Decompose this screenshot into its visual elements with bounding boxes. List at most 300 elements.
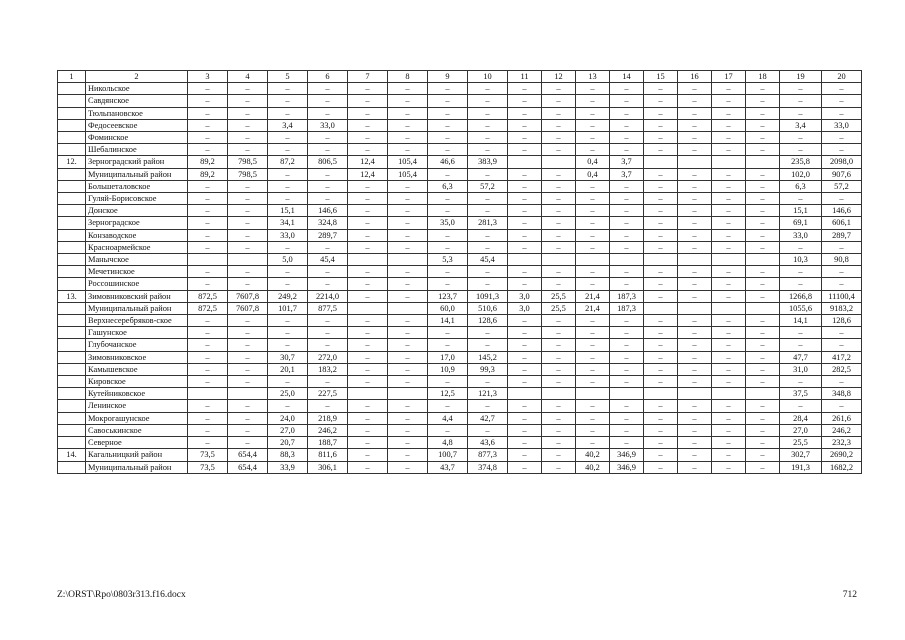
- value-cell: –: [308, 180, 348, 192]
- value-cell: –: [542, 315, 576, 327]
- value-cell: [678, 388, 712, 400]
- value-cell: –: [508, 400, 542, 412]
- value-cell: –: [188, 278, 228, 290]
- value-cell: –: [388, 95, 428, 107]
- value-cell: –: [576, 107, 610, 119]
- value-cell: 90,8: [822, 254, 862, 266]
- value-cell: 6,3: [428, 180, 468, 192]
- value-cell: –: [542, 437, 576, 449]
- value-cell: –: [468, 132, 508, 144]
- value-cell: 302,7: [780, 449, 822, 461]
- value-cell: –: [678, 144, 712, 156]
- table-row: [58, 132, 862, 144]
- value-cell: –: [610, 205, 644, 217]
- value-cell: 606,1: [822, 217, 862, 229]
- value-cell: –: [822, 278, 862, 290]
- value-cell: [188, 254, 228, 266]
- value-cell: –: [644, 205, 678, 217]
- value-cell: –: [228, 278, 268, 290]
- value-cell: –: [644, 241, 678, 253]
- value-cell: –: [610, 363, 644, 375]
- value-cell: –: [644, 180, 678, 192]
- value-cell: 306,1: [308, 461, 348, 473]
- value-cell: 811,6: [308, 449, 348, 461]
- value-cell: –: [576, 412, 610, 424]
- value-cell: [188, 388, 228, 400]
- value-cell: –: [678, 241, 712, 253]
- value-cell: –: [508, 193, 542, 205]
- value-cell: 1091,3: [468, 290, 508, 302]
- value-cell: 12,5: [428, 388, 468, 400]
- value-cell: –: [508, 351, 542, 363]
- value-cell: –: [576, 339, 610, 351]
- value-cell: –: [428, 95, 468, 107]
- settlement-name-cell: Тюльпановское: [86, 107, 188, 119]
- value-cell: –: [388, 351, 428, 363]
- value-cell: –: [508, 217, 542, 229]
- value-cell: –: [268, 180, 308, 192]
- value-cell: –: [712, 315, 746, 327]
- value-cell: –: [746, 437, 780, 449]
- value-cell: –: [542, 205, 576, 217]
- row-number-cell: [58, 217, 86, 229]
- value-cell: –: [348, 437, 388, 449]
- settlement-name-cell: Зерноградское: [86, 217, 188, 229]
- row-number-cell: [58, 254, 86, 266]
- table-row: [58, 193, 862, 205]
- settlement-name-cell: Зимовниковский район: [86, 290, 188, 302]
- value-cell: –: [508, 461, 542, 473]
- value-cell: –: [610, 193, 644, 205]
- settlement-name-cell: Кагальницкий район: [86, 449, 188, 461]
- value-cell: –: [348, 266, 388, 278]
- column-number-header: 11: [508, 71, 542, 83]
- value-cell: –: [388, 229, 428, 241]
- value-cell: 25,5: [780, 437, 822, 449]
- value-cell: –: [542, 400, 576, 412]
- value-cell: 3,4: [780, 119, 822, 131]
- value-cell: –: [678, 266, 712, 278]
- value-cell: –: [468, 205, 508, 217]
- value-cell: 128,6: [468, 315, 508, 327]
- value-cell: –: [188, 327, 228, 339]
- value-cell: –: [508, 205, 542, 217]
- value-cell: –: [428, 400, 468, 412]
- value-cell: 3,0: [508, 290, 542, 302]
- value-cell: 14,1: [428, 315, 468, 327]
- value-cell: –: [678, 278, 712, 290]
- value-cell: –: [542, 95, 576, 107]
- value-cell: –: [780, 107, 822, 119]
- column-number-header: 17: [712, 71, 746, 83]
- value-cell: [644, 388, 678, 400]
- value-cell: 25,5: [542, 302, 576, 314]
- value-cell: –: [780, 132, 822, 144]
- value-cell: –: [542, 107, 576, 119]
- value-cell: –: [610, 437, 644, 449]
- value-cell: –: [348, 400, 388, 412]
- value-cell: 7607,8: [228, 302, 268, 314]
- value-cell: –: [508, 132, 542, 144]
- value-cell: 73,5: [188, 449, 228, 461]
- value-cell: –: [644, 376, 678, 388]
- row-number-cell: 12.: [58, 156, 86, 168]
- value-cell: 46,6: [428, 156, 468, 168]
- value-cell: –: [228, 351, 268, 363]
- value-cell: 45,4: [308, 254, 348, 266]
- value-cell: –: [542, 229, 576, 241]
- value-cell: –: [780, 241, 822, 253]
- value-cell: 2690,2: [822, 449, 862, 461]
- value-cell: –: [228, 424, 268, 436]
- value-cell: –: [780, 193, 822, 205]
- value-cell: –: [822, 144, 862, 156]
- value-cell: –: [542, 461, 576, 473]
- table-row: [58, 229, 862, 241]
- table-row: [58, 144, 862, 156]
- value-cell: 348,8: [822, 388, 862, 400]
- value-cell: [746, 302, 780, 314]
- value-cell: –: [542, 351, 576, 363]
- value-cell: –: [780, 266, 822, 278]
- value-cell: –: [388, 412, 428, 424]
- value-cell: –: [610, 180, 644, 192]
- value-cell: 2098,0: [822, 156, 862, 168]
- value-cell: –: [348, 229, 388, 241]
- settlement-name-cell: Глубочанское: [86, 339, 188, 351]
- value-cell: –: [746, 412, 780, 424]
- value-cell: –: [746, 278, 780, 290]
- value-cell: –: [468, 193, 508, 205]
- row-number-cell: [58, 400, 86, 412]
- value-cell: –: [576, 83, 610, 95]
- value-cell: –: [188, 132, 228, 144]
- value-cell: –: [678, 461, 712, 473]
- value-cell: –: [712, 107, 746, 119]
- column-number-header: 18: [746, 71, 780, 83]
- value-cell: –: [468, 339, 508, 351]
- value-cell: [644, 254, 678, 266]
- value-cell: –: [746, 168, 780, 180]
- value-cell: –: [576, 95, 610, 107]
- value-cell: –: [508, 339, 542, 351]
- value-cell: –: [712, 327, 746, 339]
- value-cell: –: [268, 168, 308, 180]
- value-cell: –: [542, 168, 576, 180]
- value-cell: –: [644, 217, 678, 229]
- table-row: [58, 424, 862, 436]
- table-row: [58, 95, 862, 107]
- table-header-row: [58, 71, 862, 83]
- value-cell: 121,3: [468, 388, 508, 400]
- value-cell: –: [388, 449, 428, 461]
- value-cell: –: [678, 132, 712, 144]
- settlement-name-cell: Манычское: [86, 254, 188, 266]
- value-cell: –: [308, 266, 348, 278]
- value-cell: –: [388, 437, 428, 449]
- settlement-name-cell: Кировское: [86, 376, 188, 388]
- value-cell: –: [542, 327, 576, 339]
- value-cell: –: [428, 424, 468, 436]
- value-cell: –: [268, 241, 308, 253]
- value-cell: –: [610, 144, 644, 156]
- value-cell: –: [610, 229, 644, 241]
- table-row: [58, 400, 862, 412]
- value-cell: –: [576, 241, 610, 253]
- value-cell: [610, 388, 644, 400]
- value-cell: –: [188, 351, 228, 363]
- value-cell: –: [576, 400, 610, 412]
- row-number-cell: [58, 95, 86, 107]
- value-cell: 25,0: [268, 388, 308, 400]
- value-cell: –: [542, 83, 576, 95]
- value-cell: –: [822, 339, 862, 351]
- value-cell: 89,2: [188, 156, 228, 168]
- value-cell: –: [712, 351, 746, 363]
- value-cell: –: [822, 241, 862, 253]
- value-cell: 806,5: [308, 156, 348, 168]
- value-cell: –: [576, 193, 610, 205]
- value-cell: [712, 156, 746, 168]
- row-number-cell: 13.: [58, 290, 86, 302]
- table-row: [58, 327, 862, 339]
- value-cell: –: [188, 424, 228, 436]
- row-number-cell: [58, 168, 86, 180]
- value-cell: –: [228, 437, 268, 449]
- value-cell: –: [268, 132, 308, 144]
- value-cell: 1055,6: [780, 302, 822, 314]
- value-cell: –: [428, 193, 468, 205]
- value-cell: [508, 156, 542, 168]
- value-cell: –: [348, 278, 388, 290]
- value-cell: –: [388, 290, 428, 302]
- value-cell: –: [348, 217, 388, 229]
- value-cell: –: [712, 241, 746, 253]
- value-cell: –: [348, 424, 388, 436]
- column-number-header: 14: [610, 71, 644, 83]
- value-cell: –: [678, 193, 712, 205]
- value-cell: –: [508, 119, 542, 131]
- value-cell: [576, 388, 610, 400]
- row-number-cell: [58, 266, 86, 278]
- column-number-header: 13: [576, 71, 610, 83]
- value-cell: –: [542, 363, 576, 375]
- value-cell: –: [308, 95, 348, 107]
- value-cell: –: [712, 229, 746, 241]
- table-row: [58, 168, 862, 180]
- value-cell: –: [576, 363, 610, 375]
- value-cell: –: [228, 95, 268, 107]
- value-cell: [746, 388, 780, 400]
- value-cell: –: [542, 376, 576, 388]
- value-cell: –: [508, 412, 542, 424]
- value-cell: –: [388, 193, 428, 205]
- value-cell: –: [678, 327, 712, 339]
- value-cell: –: [268, 327, 308, 339]
- table-row: [58, 266, 862, 278]
- value-cell: 187,3: [610, 302, 644, 314]
- settlement-name-cell: Савоськинское: [86, 424, 188, 436]
- value-cell: 383,9: [468, 156, 508, 168]
- value-cell: –: [388, 376, 428, 388]
- value-cell: –: [746, 315, 780, 327]
- value-cell: –: [508, 107, 542, 119]
- value-cell: 31,0: [780, 363, 822, 375]
- value-cell: –: [468, 229, 508, 241]
- value-cell: 246,2: [308, 424, 348, 436]
- value-cell: 99,3: [468, 363, 508, 375]
- value-cell: –: [678, 95, 712, 107]
- value-cell: 7607,8: [228, 290, 268, 302]
- value-cell: –: [644, 144, 678, 156]
- value-cell: 187,3: [610, 290, 644, 302]
- value-cell: –: [610, 217, 644, 229]
- value-cell: 654,4: [228, 449, 268, 461]
- settlement-name-cell: Ленинское: [86, 400, 188, 412]
- value-cell: –: [746, 339, 780, 351]
- value-cell: 15,1: [780, 205, 822, 217]
- settlement-name-cell: Донское: [86, 205, 188, 217]
- value-cell: [348, 254, 388, 266]
- value-cell: –: [388, 315, 428, 327]
- value-cell: 0,4: [576, 168, 610, 180]
- value-cell: –: [576, 351, 610, 363]
- row-number-cell: [58, 412, 86, 424]
- value-cell: –: [678, 449, 712, 461]
- row-number-cell: [58, 229, 86, 241]
- value-cell: –: [188, 400, 228, 412]
- value-cell: –: [746, 290, 780, 302]
- value-cell: 27,0: [268, 424, 308, 436]
- value-cell: –: [576, 205, 610, 217]
- value-cell: –: [188, 217, 228, 229]
- value-cell: –: [746, 132, 780, 144]
- settlement-name-cell: Муниципальный район: [86, 461, 188, 473]
- value-cell: –: [508, 229, 542, 241]
- value-cell: –: [228, 241, 268, 253]
- value-cell: –: [576, 266, 610, 278]
- value-cell: –: [746, 119, 780, 131]
- value-cell: 20,7: [268, 437, 308, 449]
- value-cell: –: [644, 363, 678, 375]
- value-cell: –: [576, 327, 610, 339]
- value-cell: –: [712, 83, 746, 95]
- value-cell: 17,0: [428, 351, 468, 363]
- value-cell: –: [576, 376, 610, 388]
- row-number-cell: [58, 107, 86, 119]
- value-cell: 2214,0: [308, 290, 348, 302]
- table-row: [58, 217, 862, 229]
- value-cell: [678, 156, 712, 168]
- value-cell: –: [388, 144, 428, 156]
- value-cell: –: [542, 449, 576, 461]
- column-number-header: 7: [348, 71, 388, 83]
- settlement-name-cell: Зерноградский район: [86, 156, 188, 168]
- value-cell: –: [308, 168, 348, 180]
- value-cell: –: [678, 376, 712, 388]
- value-cell: 346,9: [610, 449, 644, 461]
- table-row: [58, 83, 862, 95]
- value-cell: 249,2: [268, 290, 308, 302]
- value-cell: –: [644, 266, 678, 278]
- value-cell: 235,8: [780, 156, 822, 168]
- value-cell: –: [348, 339, 388, 351]
- value-cell: 5,0: [268, 254, 308, 266]
- value-cell: 872,5: [188, 302, 228, 314]
- value-cell: –: [188, 95, 228, 107]
- value-cell: –: [428, 205, 468, 217]
- value-cell: –: [746, 144, 780, 156]
- value-cell: –: [746, 107, 780, 119]
- value-cell: –: [712, 424, 746, 436]
- value-cell: 57,2: [822, 180, 862, 192]
- value-cell: –: [268, 400, 308, 412]
- row-number-cell: [58, 83, 86, 95]
- value-cell: –: [678, 424, 712, 436]
- value-cell: –: [610, 241, 644, 253]
- value-cell: –: [348, 363, 388, 375]
- value-cell: –: [428, 327, 468, 339]
- value-cell: –: [388, 278, 428, 290]
- value-cell: –: [308, 193, 348, 205]
- value-cell: –: [228, 315, 268, 327]
- value-cell: –: [508, 144, 542, 156]
- row-number-cell: [58, 180, 86, 192]
- value-cell: 374,8: [468, 461, 508, 473]
- value-cell: –: [268, 83, 308, 95]
- value-cell: –: [228, 327, 268, 339]
- value-cell: –: [746, 461, 780, 473]
- data-table: [57, 70, 862, 474]
- value-cell: –: [508, 437, 542, 449]
- value-cell: –: [428, 144, 468, 156]
- value-cell: 33,0: [780, 229, 822, 241]
- value-cell: –: [644, 83, 678, 95]
- value-cell: [348, 302, 388, 314]
- table-row: [58, 363, 862, 375]
- value-cell: 510,6: [468, 302, 508, 314]
- settlement-name-cell: Конзаводское: [86, 229, 188, 241]
- value-cell: –: [746, 363, 780, 375]
- value-cell: 37,5: [780, 388, 822, 400]
- row-number-cell: [58, 144, 86, 156]
- value-cell: 47,7: [780, 351, 822, 363]
- value-cell: –: [348, 107, 388, 119]
- value-cell: –: [644, 132, 678, 144]
- table-row: [58, 376, 862, 388]
- value-cell: –: [508, 315, 542, 327]
- value-cell: –: [780, 400, 822, 412]
- value-cell: –: [644, 339, 678, 351]
- value-cell: –: [678, 83, 712, 95]
- value-cell: –: [610, 119, 644, 131]
- value-cell: –: [308, 278, 348, 290]
- settlement-name-cell: Гашунское: [86, 327, 188, 339]
- value-cell: –: [746, 327, 780, 339]
- value-cell: –: [678, 351, 712, 363]
- column-number-header: 2: [86, 71, 188, 83]
- value-cell: –: [308, 400, 348, 412]
- value-cell: 33,0: [822, 119, 862, 131]
- value-cell: –: [746, 400, 780, 412]
- value-cell: –: [610, 107, 644, 119]
- value-cell: –: [188, 193, 228, 205]
- value-cell: –: [610, 132, 644, 144]
- value-cell: –: [468, 168, 508, 180]
- value-cell: –: [228, 400, 268, 412]
- value-cell: –: [610, 400, 644, 412]
- value-cell: 69,1: [780, 217, 822, 229]
